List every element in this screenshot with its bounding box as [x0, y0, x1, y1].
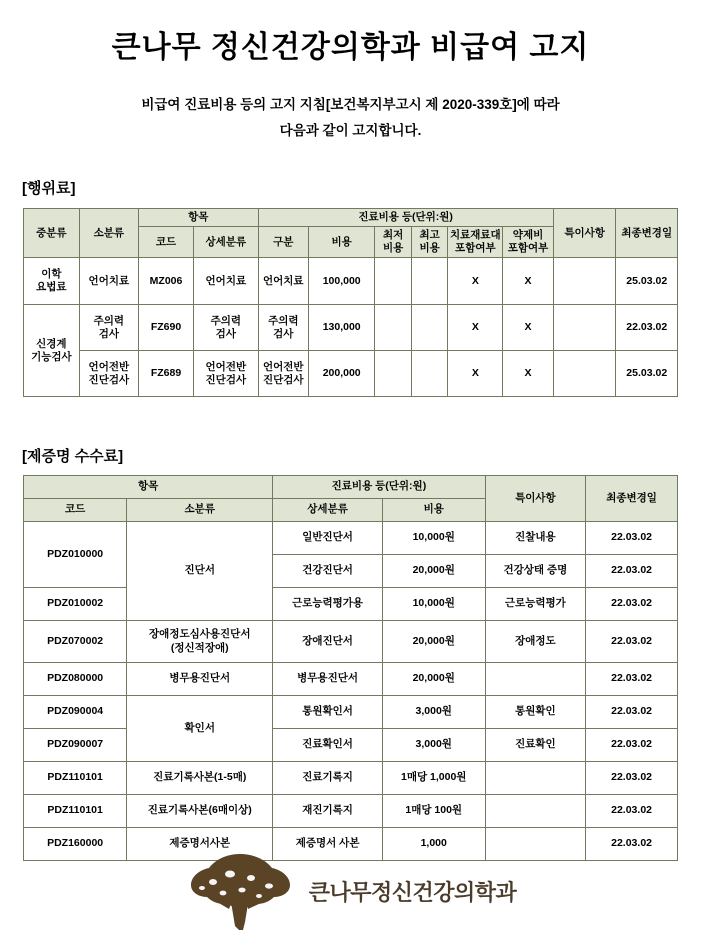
subtitle-line-2: 다음과 같이 고지합니다. — [279, 122, 422, 138]
division-line2: 진단검사 — [263, 373, 304, 386]
cell-code: MZ006 — [138, 258, 193, 305]
cell-detail: 언어치료 — [194, 258, 258, 305]
table-row — [24, 663, 678, 696]
cell-code: PDZ110101 — [24, 795, 127, 828]
clinic-name: 큰나무정신건강의학과 — [308, 879, 517, 905]
cell-code: FZ689 — [138, 351, 193, 397]
cell-note: 근로능력평가 — [485, 588, 586, 621]
cell-cost: 20,000원 — [382, 621, 485, 663]
cell-cost: 200,000 — [309, 351, 375, 397]
cell-last-change: 25.03.02 — [616, 258, 678, 305]
cell-cost: 1매당 1,000원 — [382, 762, 485, 795]
header-code: 코드 — [138, 227, 193, 258]
header-detail: 상세분류 — [194, 227, 258, 258]
cell-major — [24, 258, 80, 305]
cell-cost: 20,000원 — [382, 663, 485, 696]
cell-cost: 1매당 100원 — [382, 795, 485, 828]
header-division: 구분 — [258, 227, 309, 258]
cell-drug: X — [503, 351, 554, 397]
cell-minor: 언어치료 — [79, 258, 138, 305]
cell-note — [485, 762, 586, 795]
table-header-row-1 — [24, 476, 678, 499]
cell-detail: 진료확인서 — [273, 729, 383, 762]
table-row — [24, 762, 678, 795]
cell-detail — [194, 351, 258, 397]
cell-min-cost — [375, 305, 412, 351]
tree-icon — [185, 852, 295, 930]
certificate-fee-table — [23, 475, 678, 861]
clinic-logo — [0, 852, 701, 930]
header-group-fee: 진료비용 등(단위:원) — [273, 476, 485, 499]
cell-note — [485, 663, 586, 696]
cell-drug: X — [503, 305, 554, 351]
major-line1: 이학 — [41, 268, 62, 281]
header-group-fee: 진료비용 등(단위:원) — [258, 209, 553, 227]
cell-min-cost — [375, 258, 412, 305]
cell-detail: 장애진단서 — [273, 621, 383, 663]
header-last-change: 최종변경일 — [616, 209, 678, 258]
cell-last-change: 22.03.02 — [586, 555, 678, 588]
cell-last-change: 22.03.02 — [586, 588, 678, 621]
cell-last-change: 22.03.02 — [586, 522, 678, 555]
division-line2: 검사 — [273, 327, 294, 340]
section-2-label: [제증명 수수료] — [22, 448, 124, 465]
cell-note: 진료확인 — [485, 729, 586, 762]
table-row — [24, 588, 678, 621]
cell-max-cost — [411, 305, 448, 351]
cell-detail: 제증명서 사본 — [273, 828, 383, 861]
cell-note — [553, 305, 616, 351]
procedure-fee-table — [23, 208, 678, 397]
document-page — [0, 22, 701, 952]
table-row — [24, 795, 678, 828]
header-minor: 소분류 — [79, 209, 138, 258]
cell-detail: 일반진단서 — [273, 522, 383, 555]
cell-cost: 3,000원 — [382, 729, 485, 762]
cell-code: PDZ160000 — [24, 828, 127, 861]
cell-detail: 통원확인서 — [273, 696, 383, 729]
header-cost: 비용 — [309, 227, 375, 258]
minor-line1: 장애정도심사용진단서 — [149, 628, 251, 641]
major-line2: 요법료 — [36, 281, 67, 294]
cell-note: 진찰내용 — [485, 522, 586, 555]
header-drug-line2: 포함여부 — [507, 242, 549, 255]
cell-max-cost — [411, 351, 448, 397]
header-min-cost — [375, 227, 412, 258]
cell-last-change: 22.03.02 — [586, 663, 678, 696]
header-material-included — [448, 227, 503, 258]
cell-detail — [194, 305, 258, 351]
header-note: 특이사항 — [485, 476, 586, 522]
table-row — [24, 522, 678, 555]
cell-detail: 병무용진단서 — [273, 663, 383, 696]
cell-cost: 100,000 — [309, 258, 375, 305]
cell-code: PDZ090004 — [24, 696, 127, 729]
cell-minor: 병무용진단서 — [127, 663, 273, 696]
cell-max-cost — [411, 258, 448, 305]
header-group-item: 항목 — [24, 476, 273, 499]
minor-line1: 언어전반 — [88, 360, 130, 373]
page-title: 큰나무 정신건강의학과 비급여 고지 — [111, 31, 590, 64]
table-row — [24, 696, 678, 729]
cell-detail: 건강진단서 — [273, 555, 383, 588]
cell-code: PDZ090007 — [24, 729, 127, 762]
cell-last-change: 22.03.02 — [586, 795, 678, 828]
division-line1: 주의력 — [268, 314, 299, 327]
table-row — [24, 729, 678, 762]
cell-note — [485, 795, 586, 828]
subtitle-line-1: 비급여 진료비용 등의 고지 지침[보건복지부고시 제 2020-339호]에 따라 — [141, 97, 560, 112]
cell-last-change: 22.03.02 — [586, 762, 678, 795]
cell-code: PDZ010002 — [24, 588, 127, 621]
cell-code: PDZ010000 — [24, 522, 127, 588]
header-detail: 상세분류 — [273, 499, 383, 522]
cell-division — [258, 351, 309, 397]
cell-minor: 제증명서사본 — [127, 828, 273, 861]
header-max-cost-line2: 비용 — [419, 242, 440, 255]
cell-cost: 1,000 — [382, 828, 485, 861]
section-1-label: [행위료] — [22, 180, 76, 197]
minor-line1: 주의력 — [93, 314, 125, 327]
cell-note: 통원확인 — [485, 696, 586, 729]
cell-detail: 근로능력평가용 — [273, 588, 383, 621]
cell-material: X — [448, 258, 503, 305]
cell-last-change: 22.03.02 — [586, 696, 678, 729]
major-line1: 신경계 — [36, 337, 67, 350]
cell-material: X — [448, 305, 503, 351]
cell-code: PDZ110101 — [24, 762, 127, 795]
header-max-cost-line1: 최고 — [419, 229, 440, 242]
cell-last-change: 25.03.02 — [616, 351, 678, 397]
cell-cost: 10,000원 — [382, 522, 485, 555]
minor-line2: 진단검사 — [88, 373, 130, 386]
cell-detail: 재진기록지 — [273, 795, 383, 828]
header-code: 코드 — [24, 499, 127, 522]
cell-minor: 확인서 — [127, 696, 273, 762]
cell-minor: 진료기록사본(1-5매) — [127, 762, 273, 795]
major-line2: 기능검사 — [31, 350, 72, 363]
cell-code: PDZ070002 — [24, 621, 127, 663]
header-major: 중분류 — [24, 209, 80, 258]
header-minor: 소분류 — [127, 499, 273, 522]
cell-cost: 3,000원 — [382, 696, 485, 729]
detail-line1: 언어전반 — [205, 360, 247, 373]
cell-min-cost — [375, 351, 412, 397]
page-subtitle — [0, 92, 701, 143]
header-drug-included — [503, 227, 554, 258]
detail-line1: 주의력 — [210, 314, 242, 327]
cell-cost: 10,000원 — [382, 588, 485, 621]
cell-last-change: 22.03.02 — [586, 621, 678, 663]
cell-division — [258, 305, 309, 351]
header-last-change: 최종변경일 — [586, 476, 678, 522]
cell-note — [553, 351, 616, 397]
cell-last-change: 22.03.02 — [586, 828, 678, 861]
header-group-item: 항목 — [138, 209, 258, 227]
cell-division: 언어치료 — [258, 258, 309, 305]
header-min-cost-line1: 최저 — [382, 229, 404, 242]
cell-code: FZ690 — [138, 305, 193, 351]
cell-material: X — [448, 351, 503, 397]
header-note: 특이사항 — [553, 209, 616, 258]
header-min-cost-line2: 비용 — [382, 242, 404, 255]
detail-line2: 검사 — [215, 327, 236, 340]
table-row — [24, 621, 678, 663]
cell-minor — [79, 351, 138, 397]
cell-minor: 진료기록사본(6매이상) — [127, 795, 273, 828]
cell-cost: 20,000원 — [382, 555, 485, 588]
header-material-line1: 치료재료대 — [449, 229, 501, 242]
cell-cost: 130,000 — [309, 305, 375, 351]
table-row — [24, 351, 678, 397]
division-line1: 언어전반 — [263, 360, 304, 373]
minor-line2: 검사 — [98, 327, 119, 340]
header-cost: 비용 — [382, 499, 485, 522]
minor-line2: (정신적장애) — [170, 641, 229, 654]
header-drug-line1: 약제비 — [512, 229, 544, 242]
cell-last-change: 22.03.02 — [616, 305, 678, 351]
cell-note: 건강상태 증명 — [485, 555, 586, 588]
cell-major — [24, 305, 80, 397]
cell-note — [553, 258, 616, 305]
cell-minor — [127, 621, 273, 663]
header-max-cost — [411, 227, 448, 258]
table-header-row-1 — [24, 209, 678, 227]
cell-minor — [79, 305, 138, 351]
cell-minor: 진단서 — [127, 522, 273, 621]
detail-line2: 진단검사 — [205, 373, 247, 386]
header-material-line2: 포함여부 — [455, 242, 496, 255]
cell-drug: X — [503, 258, 554, 305]
table-row — [24, 305, 678, 351]
cell-detail: 진료기록지 — [273, 762, 383, 795]
cell-last-change: 22.03.02 — [586, 729, 678, 762]
cell-code: PDZ080000 — [24, 663, 127, 696]
cell-note: 장애정도 — [485, 621, 586, 663]
table-row — [24, 258, 678, 305]
